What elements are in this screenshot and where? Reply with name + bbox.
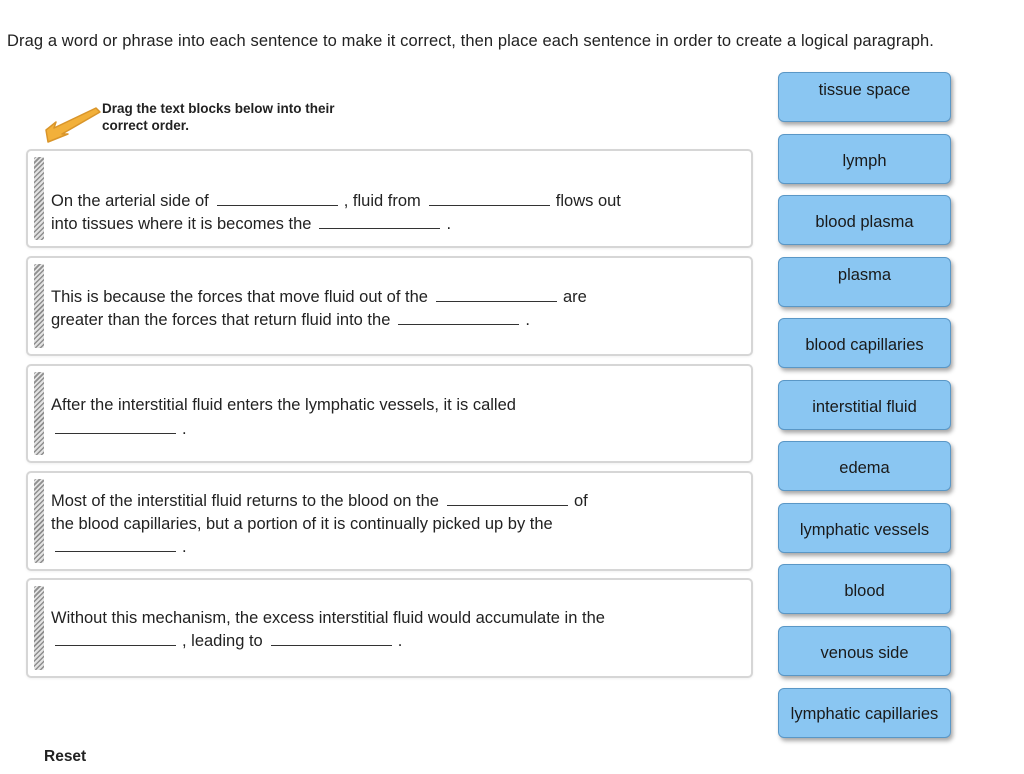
sentence-block-3[interactable] [26,364,753,463]
drop-blank[interactable] [429,189,550,206]
drop-blank[interactable] [319,212,440,229]
instruction-text: Drag a word or phrase into each sentence to make it correct, then place each sentence in order to create a logical paragraph. [7,32,934,50]
word-chip-label: venous side [820,644,909,662]
word-chip[interactable] [778,134,951,184]
sentence-text [51,489,691,559]
sentence-fragment: After the interstitial fluid enters the lymphatic vessels, it is called [51,396,516,414]
word-chip[interactable] [778,257,951,307]
word-chip[interactable] [778,441,951,491]
sentence-fragment: . [397,632,403,650]
sentence-fragment: are [562,288,587,306]
sentence-fragment: This is because the forces that move fluid out of the [51,288,428,306]
sentence-fragment: Without this mechanism, the excess interstitial fluid would accumulate in the [51,609,605,627]
sentence-fragment: into tissues where it is becomes the [51,215,312,233]
word-chip[interactable] [778,688,951,738]
drop-blank[interactable] [55,535,176,552]
drop-blank[interactable] [436,285,557,302]
drag-handle-icon[interactable] [34,157,44,240]
word-chip-label: blood capillaries [805,336,924,354]
word-chip-label: blood [844,582,885,600]
sentence-text [51,189,691,235]
sentence-fragment: the blood capillaries, but a portion of it is continually picked up by the [51,514,553,533]
arrow-left-icon [44,104,102,144]
sentence-block-4[interactable] [26,471,753,571]
drag-handle-icon[interactable] [34,264,44,348]
word-chip-label: blood plasma [815,213,914,231]
word-chip-label: lymphatic vessels [799,521,930,539]
drop-blank[interactable] [271,629,392,646]
word-chip[interactable] [778,72,951,122]
word-chip[interactable] [778,626,951,676]
sentence-text [51,285,691,331]
word-chip[interactable] [778,503,951,553]
word-chip[interactable] [778,195,951,245]
sentence-fragment: Most of the interstitial fluid returns to the blood on the [51,492,439,510]
drag-handle-icon[interactable] [34,479,44,563]
sentence-fragment: . [446,215,452,233]
sentence-text [51,607,691,652]
sentence-block-1[interactable] [26,149,753,248]
sentence-fragment: , leading to [182,632,263,650]
drop-blank[interactable] [217,189,338,206]
drop-blank[interactable] [447,489,568,506]
sentence-fragment: . [525,311,530,329]
word-chip-label: edema [839,459,890,477]
word-chip-label: lymphatic capillaries [790,705,939,723]
word-chip-label: tissue space [818,81,911,99]
drop-blank[interactable] [55,629,176,646]
sentence-fragment: flows out [555,192,621,210]
word-chip[interactable] [778,564,951,614]
hint-text: Drag the text blocks below into their correct order. [102,101,335,133]
drag-handle-icon[interactable] [34,372,44,455]
sentence-fragment: greater than the forces that return fluid into the [51,311,391,329]
word-chip-label: lymph [842,152,887,170]
word-chip[interactable] [778,318,951,368]
word-chip[interactable] [778,380,951,430]
sentence-text [51,393,691,441]
sentence-block-5[interactable] [26,578,753,678]
drag-handle-icon[interactable] [34,586,44,670]
drop-blank[interactable] [398,308,519,325]
word-chip-label: plasma [837,266,892,284]
drop-blank[interactable] [55,417,176,434]
sentence-block-2[interactable] [26,256,753,356]
hint [44,100,374,144]
sentence-fragment: On the arterial side of [51,192,209,210]
sentence-fragment: , fluid from [343,192,421,210]
sentence-fragment: . [182,420,187,438]
sentence-fragment: . [182,538,187,556]
reset-button[interactable]: Reset [44,748,87,765]
sentence-fragment: of [573,492,588,510]
word-chip-label: interstitial fluid [812,398,917,416]
